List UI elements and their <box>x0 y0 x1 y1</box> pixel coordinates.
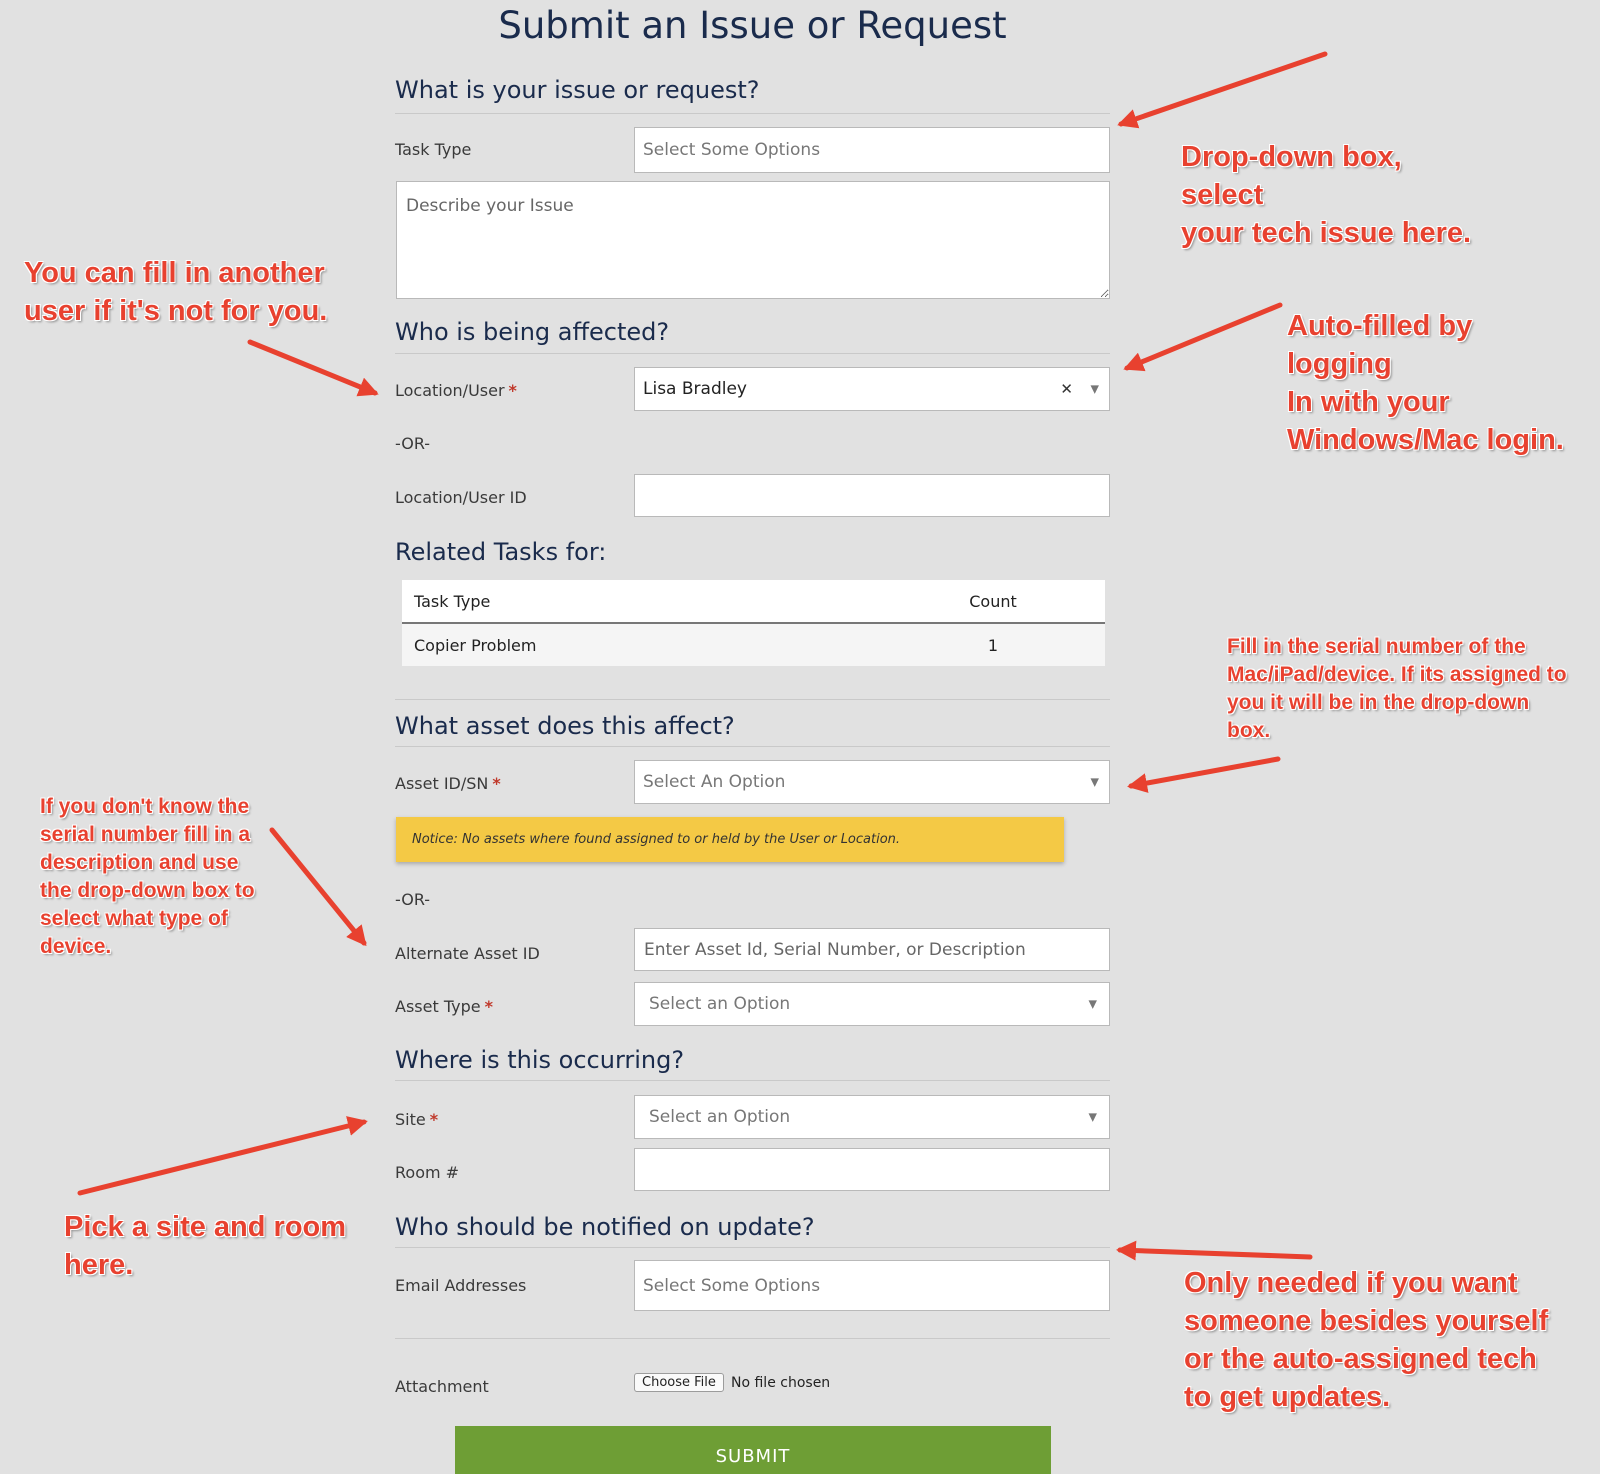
asset-id-placeholder: Select An Option <box>643 772 786 792</box>
column-header-task-type: Task Type <box>402 580 881 623</box>
arrow-to-task-type <box>1121 54 1325 124</box>
row-count: 1 <box>881 623 1105 666</box>
page-title: Submit an Issue or Request <box>498 4 1007 47</box>
room-label: Room # <box>395 1163 460 1182</box>
email-addresses-label: Email Addresses <box>395 1276 527 1295</box>
asset-type-placeholder: Select an Option <box>649 994 791 1014</box>
required-asterisk: * <box>492 774 501 793</box>
chevron-down-icon: ▼ <box>1088 997 1097 1011</box>
annotation-only-needed: Only needed if you want someone besides yourself or the auto-assigned tech to get updates. <box>1184 1267 1549 1413</box>
arrow-to-location-select <box>1127 305 1280 368</box>
column-header-count: Count <box>881 580 1105 623</box>
annotation-autofilled: Auto-filled by logging In with your Windows/Mac login. <box>1287 310 1564 456</box>
no-assets-notice: Notice: No assets where found assigned to or held by the User or Location. <box>396 817 1064 862</box>
site-label-text: Site <box>395 1110 426 1129</box>
task-type-placeholder: Select Some Options <box>643 140 821 160</box>
arrow-to-location-user <box>250 342 375 393</box>
section-heading-where: Where is this occurring? <box>395 1046 685 1074</box>
annotation-dropdown: Drop-down box, select your tech issue here. <box>1181 141 1472 249</box>
email-addresses-placeholder: Select Some Options <box>643 1275 821 1296</box>
section-heading-issue: What is your issue or request? <box>395 76 760 104</box>
submit-button[interactable]: SUBMIT <box>455 1426 1051 1474</box>
location-user-label-text: Location/User <box>395 381 505 400</box>
annotation-dont-know: If you don't know the serial number fill in a description and use the drop-down box to select what type of device. <box>40 795 255 958</box>
alternate-asset-label: Alternate Asset ID <box>395 944 540 963</box>
annotation-another-user: You can fill in another user if it's not for you. <box>24 257 328 327</box>
section-heading-asset: What asset does this affect? <box>395 712 735 740</box>
location-user-id-label: Location/User ID <box>395 488 527 507</box>
section-heading-notify: Who should be notified on update? <box>395 1213 815 1241</box>
asset-id-label-text: Asset ID/SN <box>395 774 489 793</box>
chevron-down-icon: ▼ <box>1088 1110 1097 1124</box>
choose-file-button[interactable]: Choose File <box>634 1373 724 1392</box>
required-asterisk: * <box>429 1110 439 1129</box>
section-heading-related: Related Tasks for: <box>395 538 607 566</box>
chevron-down-icon: ▼ <box>1090 382 1099 396</box>
section-heading-affected: Who is being affected? <box>395 318 670 346</box>
asset-type-label-text: Asset Type <box>395 997 481 1016</box>
or-separator: -OR- <box>395 890 431 909</box>
clear-icon[interactable]: ✕ <box>1060 380 1073 398</box>
arrow-to-alternate-asset <box>272 830 364 943</box>
attachment-label: Attachment <box>395 1377 489 1396</box>
or-separator: -OR- <box>395 434 431 453</box>
annotation-serial-fill: Fill in the serial number of the Mac/iPad/device. If its assigned to you it will be in the drop-down box. <box>1227 635 1567 742</box>
arrow-to-asset-id <box>1131 759 1278 786</box>
arrow-to-email <box>1120 1250 1310 1257</box>
location-user-value: Lisa Bradley <box>643 379 747 399</box>
arrow-to-site <box>80 1122 364 1193</box>
annotation-site-room: Pick a site and room here. <box>64 1211 347 1281</box>
site-placeholder: Select an Option <box>649 1107 791 1127</box>
required-asterisk: * <box>508 381 517 400</box>
required-asterisk: * <box>484 997 493 1016</box>
row-task-type: Copier Problem <box>402 623 881 666</box>
task-type-label: Task Type <box>395 140 472 159</box>
chevron-down-icon: ▼ <box>1090 775 1099 789</box>
no-file-text: No file chosen <box>731 1375 831 1391</box>
